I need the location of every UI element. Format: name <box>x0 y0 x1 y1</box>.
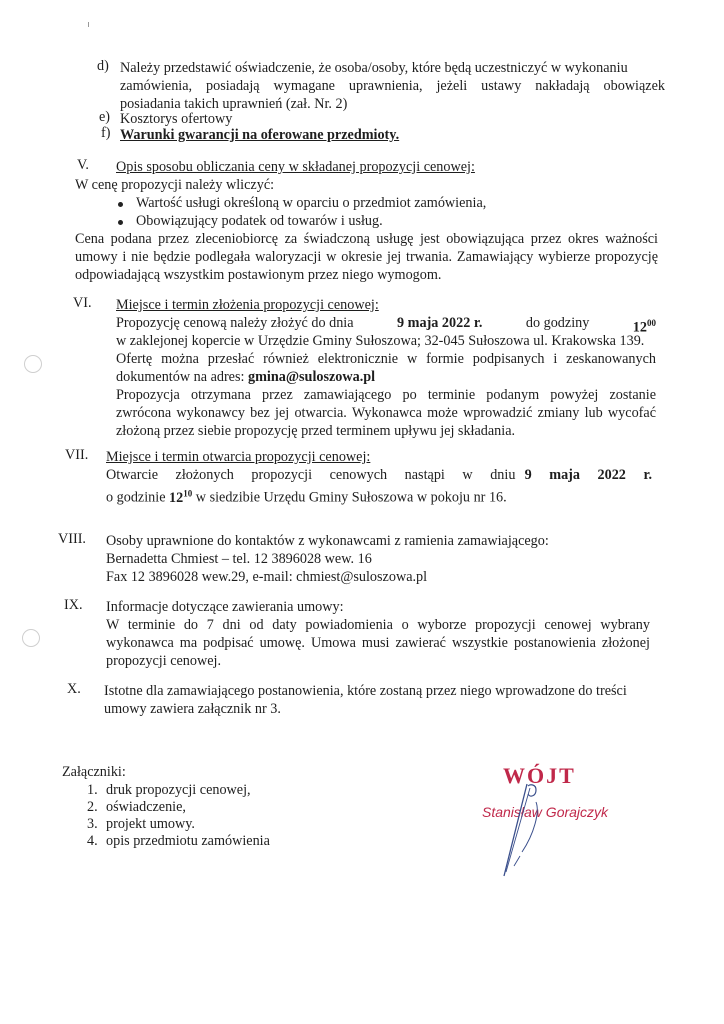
section-ix-line4: propozycji cenowej. <box>106 653 222 669</box>
bullet-dot <box>118 202 123 207</box>
section-vi-line5: Propozycja otrzymana przez zamawiającego po terminie podanym powyżej zostanie <box>116 387 656 403</box>
item-d-line1: Należy przedstawić oświadczenie, że osoba/osoby, które będą uczestniczyć w wykonaniu <box>120 60 628 76</box>
section-vi-deadline-date: 9 maja 2022 r. <box>397 315 483 331</box>
section-x-numeral: X. <box>67 681 81 697</box>
section-v-heading: Opis sposobu obliczania ceny w składanej propozycji cenowej: <box>116 159 475 175</box>
section-ix-line1: Informacje dotyczące zawierania umowy: <box>106 599 344 615</box>
section-v-para-line1: Cena podana przez zleceniobiorcę za świadczoną usługę jest obowiązująca przez okres ważności <box>75 231 658 247</box>
scan-mark <box>88 22 89 27</box>
section-vi-line4 <box>116 369 375 386</box>
section-vi-line2: w zaklejonej kopercie w Urzędzie Gminy Sułoszowa; 32-045 Sułoszowa ul. Krakowska 139. <box>116 333 645 349</box>
section-vii-line1-text: Otwarcie złożonych propozycji cenowych nastąpi w dniu <box>106 467 516 483</box>
section-vii-hour-label: o godzinie <box>106 489 166 506</box>
section-ix-line2: W terminie do 7 dni od daty powiadomienia o wyborze propozycji cenowej wybrany <box>106 617 650 633</box>
attachment-number: 1. <box>87 782 98 798</box>
punch-hole-bottom <box>22 629 40 647</box>
attachment-item: oświadczenie, <box>106 799 186 815</box>
stamp-name: Stanisław Gorajczyk <box>482 804 609 820</box>
section-ix-numeral: IX. <box>64 597 83 613</box>
section-vi-line3: Ofertę można przesłać również elektronicznie w formie podpisanych i zeskanowanych <box>116 351 656 367</box>
section-vii-line1 <box>106 467 652 484</box>
section-vii-numeral: VII. <box>65 447 89 463</box>
item-e-marker: e) <box>99 109 111 125</box>
section-viii-line2: Bernadetta Chmiest – tel. 12 3896028 wew. 16 <box>106 551 372 567</box>
section-v-bullet-2: Obowiązujący podatek od towarów i usług. <box>136 213 383 229</box>
section-vi-deadline-hour: $12^{00}$ <box>632 318 656 336</box>
section-vi-hour-label: do godziny <box>525 315 590 331</box>
item-e-text: Kosztorys ofertowy <box>120 111 233 127</box>
section-vii-heading: Miejsce i termin otwarcia propozycji cenowej: <box>106 449 371 465</box>
item-d-marker: d) <box>97 58 109 74</box>
section-ix-line3: wykonawca ma podpisać umowę. Umowa musi zawierać wszystkie postanowienia złożonej <box>106 635 650 651</box>
attachment-number: 3. <box>87 816 98 832</box>
section-vi-email[interactable]: gmina@suloszowa.pl <box>248 369 376 385</box>
item-f-text: Warunki gwarancji na oferowane przedmioty. <box>120 127 400 143</box>
section-vii-opening-date: 9 maja 2022 r. <box>524 467 652 483</box>
section-vi-line7: złożoną przez siebie propozycję przed terminem upływu jej składania. <box>116 423 516 439</box>
section-vi-line1-text: Propozycję cenową należy złożyć do dnia <box>116 315 354 331</box>
handwritten-signature <box>470 768 610 878</box>
section-vi-email-label: dokumentów na adres: <box>116 369 245 385</box>
section-vii-line2 <box>106 485 507 507</box>
section-v-numeral: V. <box>77 157 89 173</box>
section-vi-line6: zwrócona wykonawcy bez jej otwarcia. Wykonawca może wprowadzić zmiany lub wycofać <box>116 405 656 421</box>
section-vi-numeral: VI. <box>73 295 92 311</box>
attachments-title: Załączniki: <box>62 764 126 780</box>
section-v-para-line3: odpowiadającą wszystkim postawionym przez niego wymogom. <box>75 267 442 283</box>
section-v-intro: W cenę propozycji należy wliczyć: <box>75 177 275 193</box>
attachment-number: 4. <box>87 833 98 849</box>
bullet-dot <box>118 220 123 225</box>
item-d-line2: zamówienia, posiadają wymagane uprawnienia, jeżeli ustawy nakładają obowiązek <box>120 78 665 94</box>
section-viii-numeral: VIII. <box>58 531 86 547</box>
section-v-para-line2: umowy i nie będzie podlegała waloryzacji w okresie jej trwania. Zamawiający wybierze propozycję <box>75 249 658 265</box>
attachment-item: druk propozycji cenowej, <box>106 782 251 798</box>
punch-hole-top <box>24 355 42 373</box>
section-vi-heading: Miejsce i termin złożenia propozycji cenowej: <box>116 297 379 313</box>
section-vii-opening-hour: $12^{10}$ <box>169 488 193 506</box>
section-viii-line1: Osoby uprawnione do kontaktów z wykonawcami z ramienia zamawiającego: <box>106 533 549 549</box>
attachment-item: projekt umowy. <box>106 816 195 832</box>
attachment-number: 2. <box>87 799 98 815</box>
stamp-title: WÓJT <box>503 763 576 788</box>
section-x-line2: umowy zawiera załącznik nr 3. <box>104 701 281 717</box>
section-x-line1: Istotne dla zamawiającego postanowienia, które zostaną przez niego wprowadzone do treści <box>104 683 627 699</box>
section-v-bullet-1: Wartość usługi określoną w oparciu o przedmiot zamówienia, <box>136 195 487 211</box>
section-viii-line3: Fax 12 3896028 wew.29, e-mail: chmiest@suloszowa.pl <box>106 569 428 585</box>
attachment-item: opis przedmiotu zamówienia <box>106 833 270 849</box>
item-d-line3: posiadania takich uprawnień (zał. Nr. 2) <box>120 96 348 112</box>
item-f-marker: f) <box>101 125 111 141</box>
section-vii-location: w siedzibie Urzędu Gminy Sułoszowa w pokoju nr 16. <box>195 489 507 506</box>
